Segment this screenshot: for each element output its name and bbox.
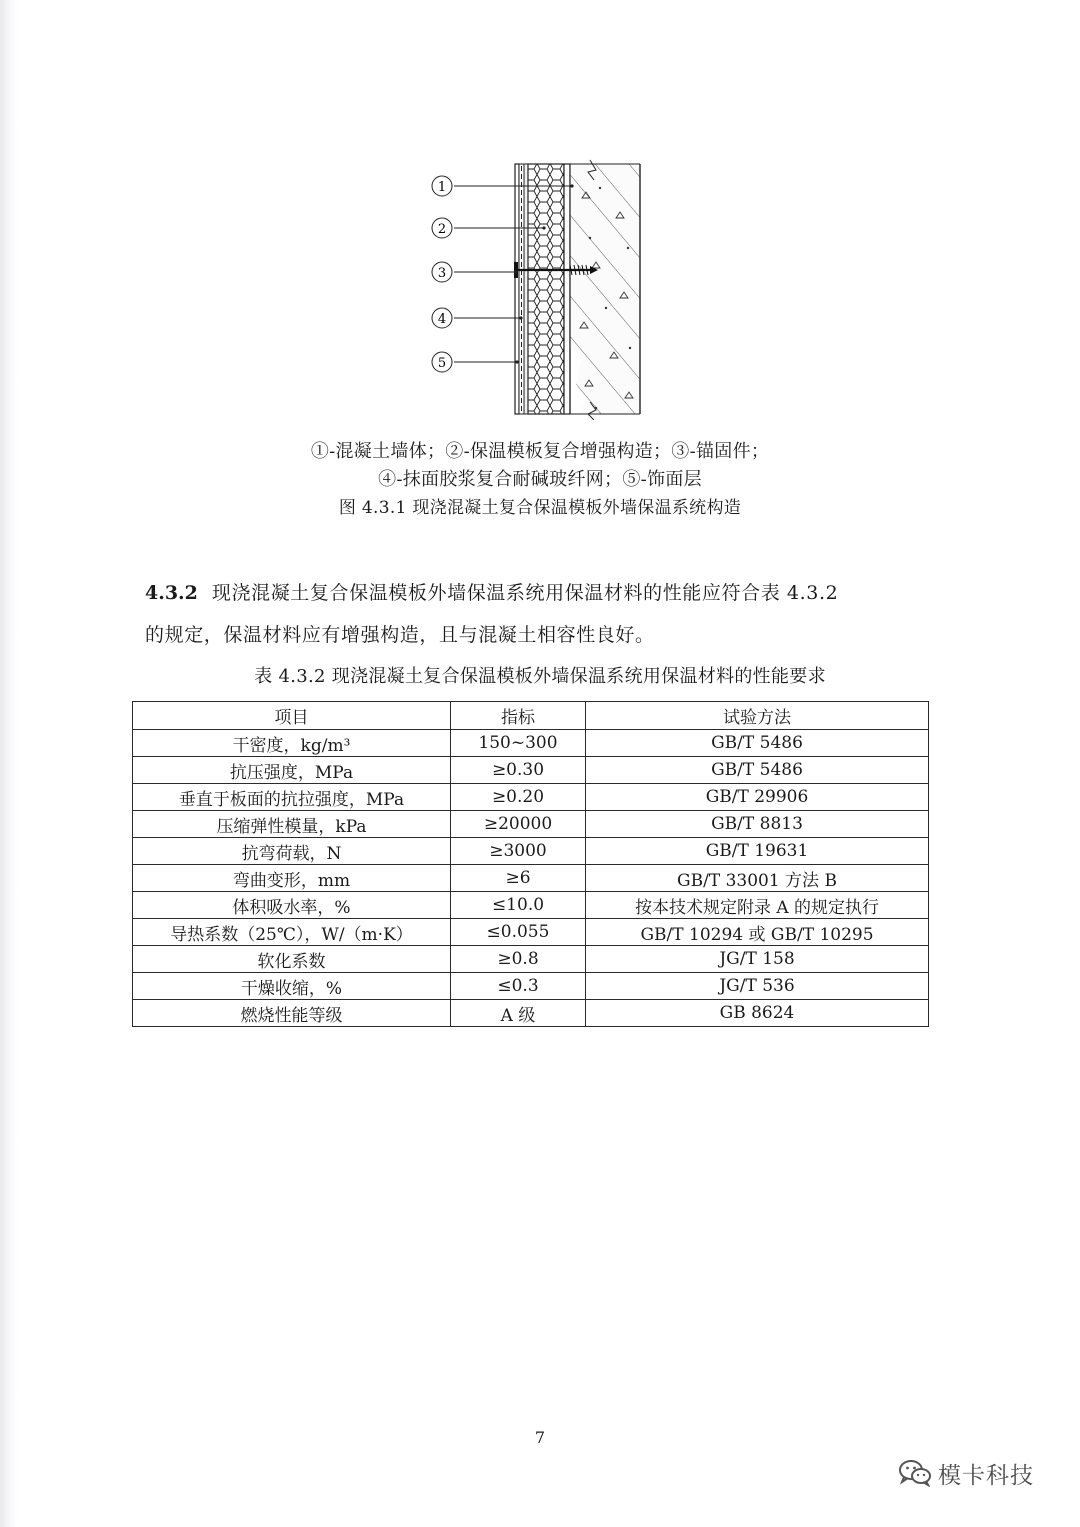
page-number: 7 bbox=[534, 1428, 546, 1447]
svg-text:5: 5 bbox=[437, 356, 447, 371]
performance-table bbox=[132, 701, 929, 1027]
cell-method: GB/T 33001 方法 B bbox=[586, 865, 929, 892]
table-row bbox=[133, 838, 929, 865]
cell-index: ≥6 bbox=[451, 865, 586, 892]
header-test-method: 试验方法 bbox=[586, 702, 929, 730]
cell-index: ≤10.0 bbox=[451, 892, 586, 919]
clause-number: 4.3.2 bbox=[145, 582, 198, 604]
cell-item: 垂直于板面的抗拉强度，MPa bbox=[133, 784, 451, 811]
table-header-row bbox=[133, 702, 929, 730]
cell-index: 150~300 bbox=[451, 730, 586, 757]
figure-legend-line-1: ①-混凝土墙体；②-保温模板复合增强构造；③-锚固件； bbox=[310, 441, 770, 462]
callout-5 bbox=[432, 352, 452, 372]
watermark-text: 模卡科技 bbox=[938, 1462, 1034, 1489]
table-row bbox=[133, 865, 929, 892]
table-title: 表 4.3.2 现浇混凝土复合保温模板外墙保温系统用保温材料的性能要求 bbox=[254, 666, 826, 687]
table-row bbox=[133, 811, 929, 838]
table-row bbox=[133, 730, 929, 757]
cell-item: 弯曲变形，mm bbox=[133, 865, 451, 892]
figure-title: 图 4.3.1 现浇混凝土复合保温模板外墙保温系统构造 bbox=[338, 498, 742, 518]
cell-index: ≤0.3 bbox=[451, 973, 586, 1000]
table-row bbox=[133, 946, 929, 973]
cell-index: ≥20000 bbox=[451, 811, 586, 838]
cell-index: ≥0.20 bbox=[451, 784, 586, 811]
cell-item: 抗压强度，MPa bbox=[133, 757, 451, 784]
table-row bbox=[133, 757, 929, 784]
callout-4 bbox=[432, 308, 452, 328]
cell-item: 压缩弹性模量，kPa bbox=[133, 811, 451, 838]
wechat-icon bbox=[898, 1459, 932, 1487]
cell-index: ≥0.8 bbox=[451, 946, 586, 973]
cell-method: GB/T 8813 bbox=[586, 811, 929, 838]
svg-text:3: 3 bbox=[437, 266, 447, 281]
cell-method: JG/T 536 bbox=[586, 973, 929, 1000]
svg-text:4: 4 bbox=[437, 312, 447, 327]
table-row bbox=[133, 919, 929, 946]
cell-item: 干密度，kg/m³ bbox=[133, 730, 451, 757]
cell-method: 按本技术规定附录 A 的规定执行 bbox=[586, 892, 929, 919]
cell-item: 导热系数（25℃），W/（m·K） bbox=[133, 919, 451, 946]
cell-index: ≤0.055 bbox=[451, 919, 586, 946]
header-item: 项目 bbox=[133, 702, 451, 730]
cell-index: A 级 bbox=[451, 1000, 586, 1027]
callout-3 bbox=[432, 262, 452, 282]
clause-paragraph bbox=[145, 578, 935, 608]
table-row bbox=[133, 892, 929, 919]
cell-method: JG/T 158 bbox=[586, 946, 929, 973]
cell-item: 燃烧性能等级 bbox=[133, 1000, 451, 1027]
callout-2 bbox=[432, 218, 452, 238]
cell-item: 体积吸水率，% bbox=[133, 892, 451, 919]
cell-item: 软化系数 bbox=[133, 946, 451, 973]
watermark bbox=[898, 1457, 1034, 1489]
figure-legend-line-2: ④-抹面胶浆复合耐碱玻纤网；⑤-饰面层 bbox=[378, 469, 702, 490]
clause-text-line-1: 现浇混凝土复合保温模板外墙保温系统用保温材料的性能应符合表 4.3.2 bbox=[211, 582, 839, 604]
cell-item: 干燥收缩，% bbox=[133, 973, 451, 1000]
clause-text-line-2: 的规定，保温材料应有增强构造，且与混凝土相容性良好。 bbox=[145, 624, 655, 646]
table-row bbox=[133, 784, 929, 811]
cell-index: ≥3000 bbox=[451, 838, 586, 865]
svg-text:2: 2 bbox=[437, 222, 447, 237]
page-edge-shadow bbox=[0, 0, 18, 1527]
callout-1 bbox=[432, 176, 452, 196]
table-row bbox=[133, 973, 929, 1000]
cell-method: GB/T 19631 bbox=[586, 838, 929, 865]
construction-diagram bbox=[420, 158, 660, 420]
cell-method: GB/T 5486 bbox=[586, 757, 929, 784]
cell-index: ≥0.30 bbox=[451, 757, 586, 784]
cell-item: 抗弯荷载，N bbox=[133, 838, 451, 865]
table-row bbox=[133, 1000, 929, 1027]
svg-text:1: 1 bbox=[437, 180, 447, 195]
cell-method: GB/T 29906 bbox=[586, 784, 929, 811]
header-index: 指标 bbox=[451, 702, 586, 730]
cell-method: GB/T 5486 bbox=[586, 730, 929, 757]
cell-method: GB 8624 bbox=[586, 1000, 929, 1027]
cell-method: GB/T 10294 或 GB/T 10295 bbox=[586, 919, 929, 946]
